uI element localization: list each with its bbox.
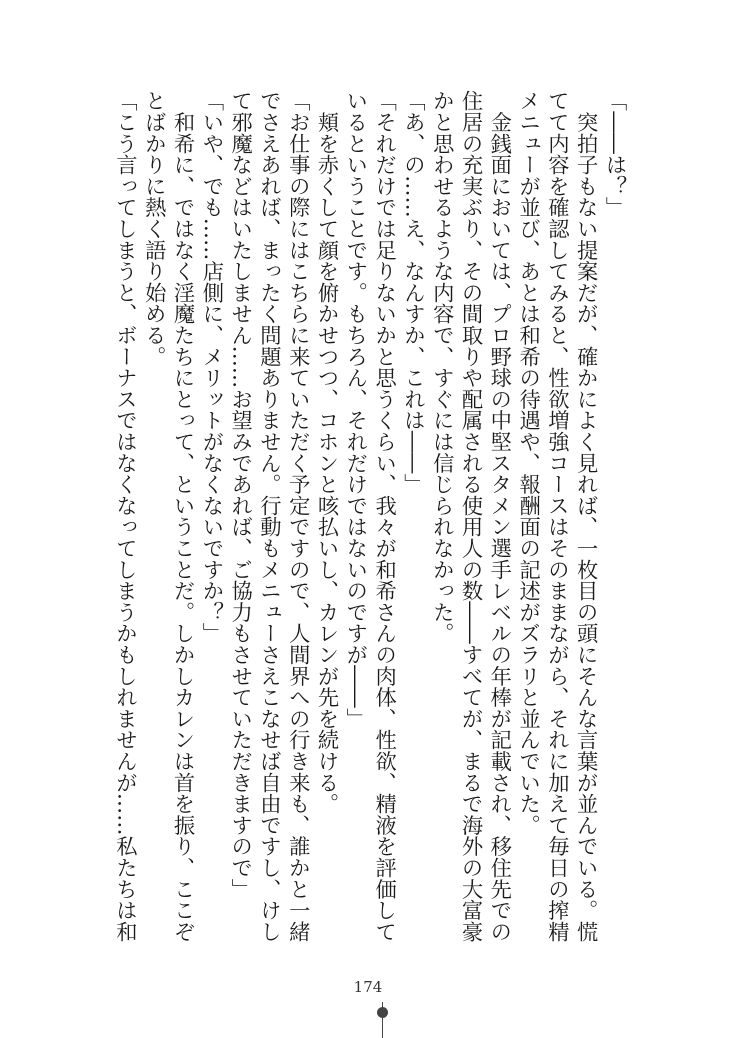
- text-line: て邪魔などはいたしません……お望みであれば、ご協力もさせていただきますので」: [227, 90, 253, 900]
- text-line: とばかりに熱く語り始める。: [141, 90, 167, 367]
- text-line: 「それだけでは足りないかと思うくらい、我々が和希さんの肉体、性欲、精液を評価して: [371, 90, 397, 942]
- text-line: 「こう言ってしまうと、ボーナスではなくなってしまうかもしれませんが……私たちは和: [112, 90, 138, 942]
- text-line: メニューが並び、あとは和希の待遇や、報酬面の記述がズラリと並んでいた。: [515, 90, 541, 836]
- text-line: いるということです。もちろん、それだけではないのですが――」: [342, 90, 368, 729]
- text-line: 「いや、でも……店側に、メリットがなくないですか？」: [198, 90, 224, 644]
- text-line: 和希に、ではなく淫魔たちにとって、ということだ。しかしカレンは首を振り、ここぞ: [170, 90, 196, 942]
- page-number: 174: [353, 978, 383, 996]
- text-line: 住居の充実ぶり、その間取りや配属される使用人の数――すべてが、まるで海外の大富豪: [458, 90, 484, 942]
- text-line: 金銭面においては、プロ野球の中堅スタメン選手レベルの年棒が記載され、移住先での: [486, 90, 512, 942]
- text-line: 「お仕事の際にはこちらに来ていただく予定ですので、人間界への行き来も、誰かと一緒: [285, 90, 311, 942]
- text-line: 突拍子もない提案だが、確かによく見れば、一枚目の頭にそんな言葉が並んでいる。慌: [573, 90, 599, 942]
- text-line: 頬を赤くして顔を俯かせつつ、コホンと咳払いし、カレンが先を続ける。: [314, 90, 340, 815]
- text-line: でさえあれば、まったく問題ありません。行動もメニューさえこなせば自由ですし、けし: [256, 90, 282, 942]
- text-line: 「――は？」: [602, 90, 627, 218]
- vertical-text-body: [110, 90, 628, 960]
- text-line: かと思わせるような内容で、すぐには信じられなかった。: [429, 90, 455, 644]
- page-marker-dot: [377, 1007, 388, 1018]
- text-line: てて内容を確認してみると、性欲増強コースはそのままながら、それに加えて毎日の搾精: [544, 90, 570, 942]
- text-line: 「あ、の……え、なんすか、これは――」: [400, 90, 426, 495]
